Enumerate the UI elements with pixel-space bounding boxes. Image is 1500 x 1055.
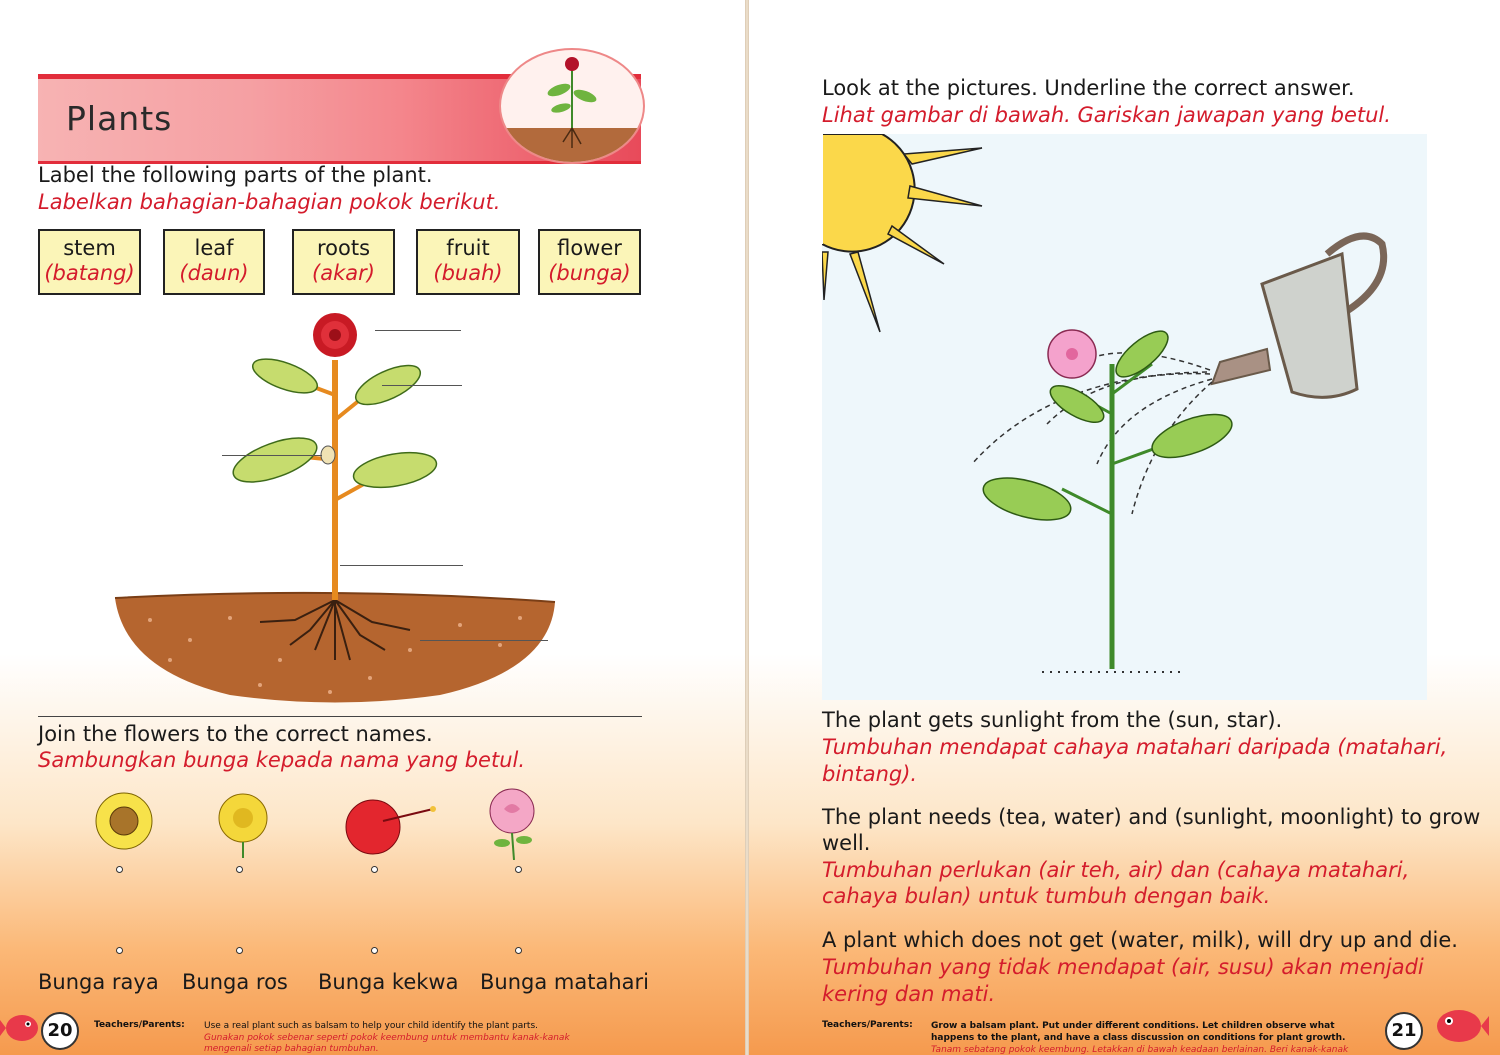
plant-diagram <box>110 300 560 710</box>
note-text-en-cont: happens to the plant, and have a class discussion on conditions for plant growth. <box>931 1033 1346 1043</box>
join-dot-flower[interactable] <box>236 866 243 873</box>
page-number: 20 <box>41 1012 79 1050</box>
join-dot-name[interactable] <box>236 947 243 954</box>
note-text-my: Tanam sebatang pokok keembung. Letakkan di bawah keadaan berlainan. Beri kanak-kanak <box>931 1045 1349 1055</box>
join-dot-flower[interactable] <box>116 866 123 873</box>
label-card-en: roots <box>316 236 371 260</box>
fish-icon <box>1429 1004 1489 1048</box>
watering-scene <box>822 134 1427 700</box>
label-card-my: (batang) <box>44 261 135 285</box>
question-2-en-cont: well. <box>822 831 871 855</box>
answer-line[interactable] <box>340 565 463 566</box>
question-2-my: Tumbuhan perlukan (air teh, air) dan (cahaya matahari, <box>822 858 1410 882</box>
label-instruction-en: Label the following parts of the plant. <box>38 163 433 187</box>
label-card-en: fruit <box>446 236 490 260</box>
question-3-my-cont: kering dan mati. <box>822 982 996 1006</box>
label-card-my: (daun) <box>179 261 249 285</box>
label-card-my: (buah) <box>433 261 503 285</box>
note-text-en: Use a real plant such as balsam to help your child identify the plant parts. <box>204 1021 538 1031</box>
join-dot-flower[interactable] <box>515 866 522 873</box>
notes-label: Teachers/Parents: <box>94 1020 185 1030</box>
question-3-en: A plant which does not get (water, milk), will dry up and die. <box>822 928 1458 952</box>
answer-line[interactable] <box>222 455 322 456</box>
question-1-my: Tumbuhan mendapat cahaya matahari daripada (matahari, <box>822 735 1448 759</box>
join-instruction-my: Sambungkan bunga kepada nama yang betul. <box>38 748 526 772</box>
label-card-my: (bunga) <box>548 261 631 285</box>
section-divider <box>38 716 642 717</box>
label-instruction-my: Labelkan bahagian-bahagian pokok berikut. <box>38 190 501 214</box>
notes-label: Teachers/Parents: <box>822 1020 913 1030</box>
right-page <box>749 0 1500 1055</box>
question-2-en: The plant needs (tea, water) and (sunlight, moonlight) to grow <box>822 805 1481 829</box>
question-1-my-cont: bintang). <box>822 762 918 786</box>
right-instruction-my: Lihat gambar di bawah. Gariskan jawapan yang betul. <box>822 103 1391 127</box>
question-2-my-cont: cahaya bulan) untuk tumbuh dengan baik. <box>822 884 1271 908</box>
join-instruction-en: Join the flowers to the correct names. <box>38 722 433 746</box>
right-instruction-en: Look at the pictures. Underline the correct answer. <box>822 76 1355 100</box>
join-dot-name[interactable] <box>515 947 522 954</box>
label-card-my: (akar) <box>312 261 375 285</box>
join-dot-flower[interactable] <box>371 866 378 873</box>
label-card-fruit <box>416 229 520 295</box>
fish-icon <box>0 1008 40 1048</box>
label-card-flower <box>538 229 641 295</box>
left-page <box>0 0 745 1055</box>
question-3-my: Tumbuhan yang tidak mendapat (air, susu) akan menjadi <box>822 955 1424 979</box>
page-number: 21 <box>1385 1012 1423 1050</box>
label-card-en: stem <box>63 236 116 260</box>
answer-line[interactable] <box>375 330 461 331</box>
page-title: Plants <box>66 99 173 138</box>
flower-name-bunga-ros: Bunga ros <box>182 970 288 994</box>
join-dot-name[interactable] <box>116 947 123 954</box>
answer-line[interactable] <box>382 385 462 386</box>
sunflower-icon <box>88 790 160 852</box>
chrysanthemum-icon <box>208 790 278 858</box>
note-text-my: mengenali setiap bahagian tumbuhan. <box>204 1044 379 1054</box>
label-card-en: flower <box>557 236 622 260</box>
label-card-roots <box>292 229 395 295</box>
label-card-en: leaf <box>194 236 234 260</box>
flower-name-bunga-raya: Bunga raya <box>38 970 159 994</box>
note-text-my: Gunakan pokok sebenar seperti pokok keembung untuk membantu kanak-kanak <box>204 1033 570 1043</box>
answer-line[interactable] <box>420 640 548 641</box>
question-1-en: The plant gets sunlight from the (sun, star). <box>822 708 1283 732</box>
label-card-stem <box>38 229 141 295</box>
flower-name-bunga-kekwa: Bunga kekwa <box>318 970 459 994</box>
rose-icon <box>484 785 544 860</box>
hibiscus-icon <box>338 795 438 857</box>
seedling-icon <box>499 48 645 164</box>
note-text-en: Grow a balsam plant. Put under different conditions. Let children observe what <box>931 1021 1335 1031</box>
label-card-leaf <box>163 229 265 295</box>
join-dot-name[interactable] <box>371 947 378 954</box>
flower-name-bunga-matahari: Bunga matahari <box>480 970 649 994</box>
